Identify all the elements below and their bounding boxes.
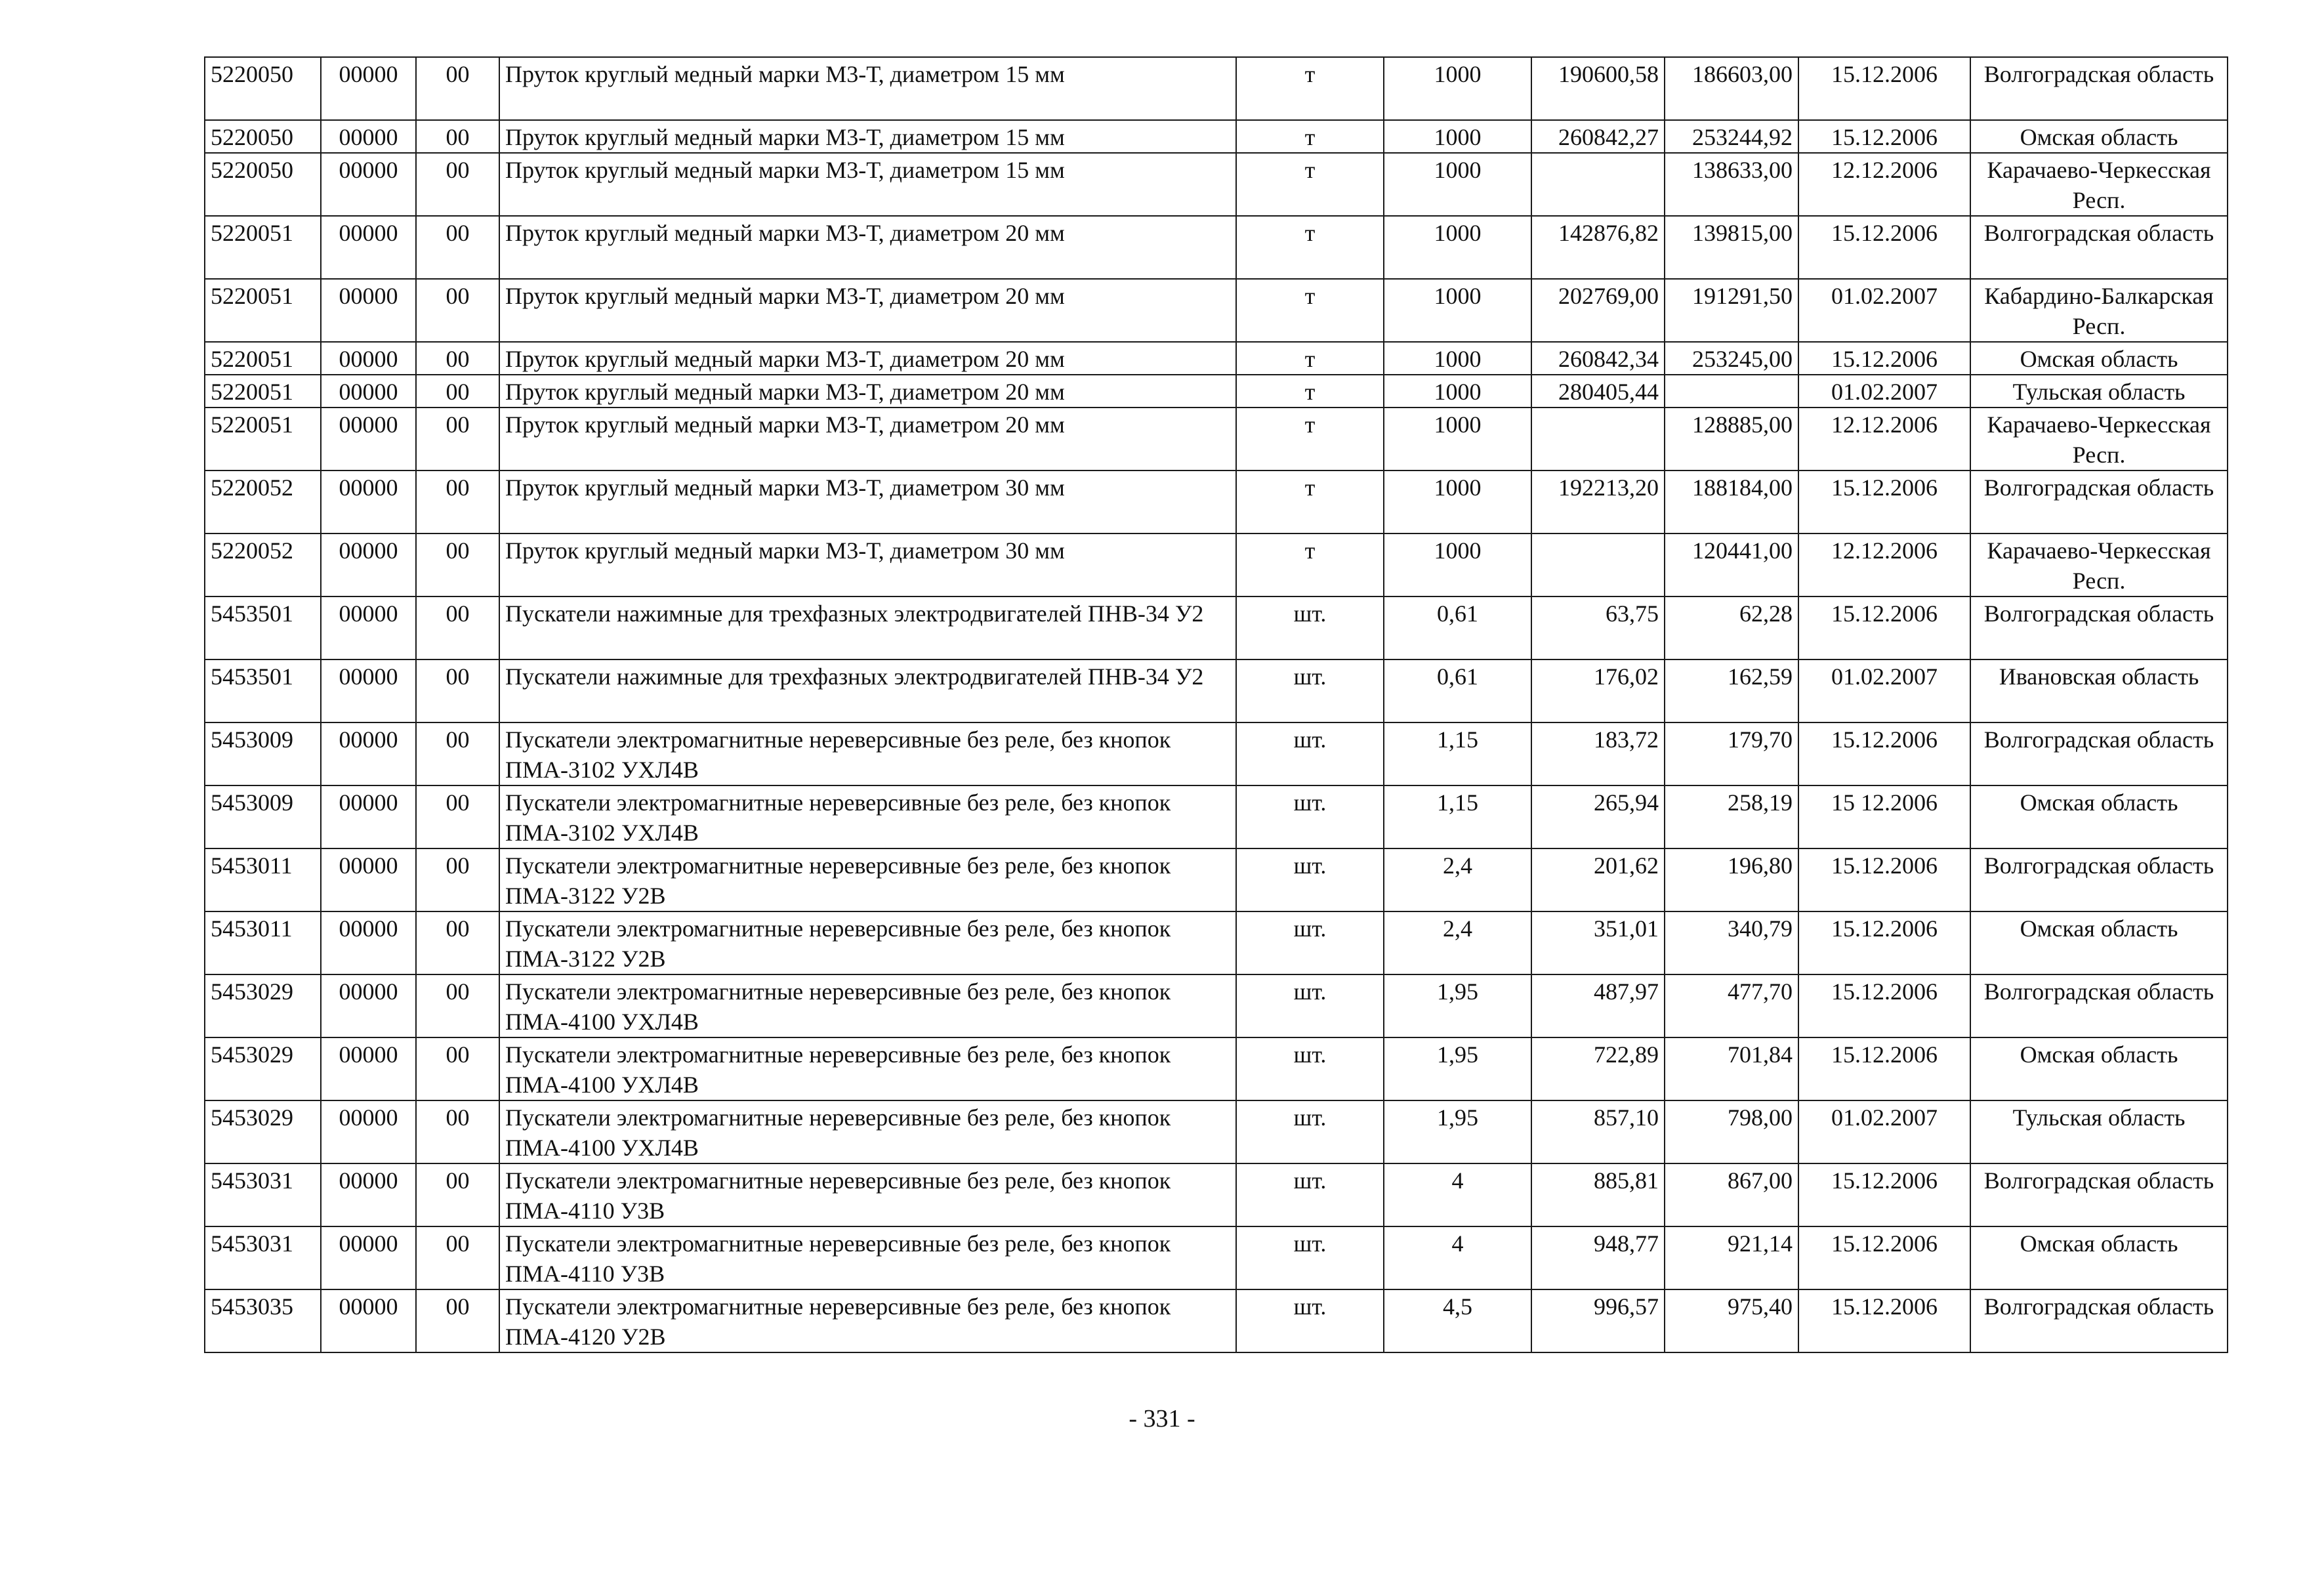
table-row — [205, 1037, 2228, 1100]
product-code-cell: 5453029 — [205, 1037, 321, 1100]
quantity-cell: 1,95 — [1384, 1100, 1531, 1163]
unit-cell: т — [1236, 375, 1384, 408]
group-code-cell: 00 — [416, 57, 499, 120]
group-code-cell: 00 — [416, 1163, 499, 1226]
price-without-vat-cell: 196,80 — [1665, 848, 1798, 911]
table-row — [205, 911, 2228, 974]
quantity-cell: 1000 — [1384, 342, 1531, 375]
price-with-vat-cell: 857,10 — [1531, 1100, 1665, 1163]
product-code-cell: 5220050 — [205, 153, 321, 216]
quantity-cell: 1000 — [1384, 533, 1531, 596]
product-name-cell: Пруток круглый медный марки М3-Т, диаметром 15 мм — [499, 57, 1236, 120]
unit-cell: т — [1236, 120, 1384, 153]
subcode-cell: 00000 — [321, 153, 416, 216]
price-without-vat-cell: 477,70 — [1665, 974, 1798, 1037]
price-without-vat-cell: 921,14 — [1665, 1226, 1798, 1289]
region-cell: Карачаево-Черкесская Респ. — [1970, 533, 2228, 596]
product-code-cell: 5453029 — [205, 974, 321, 1037]
subcode-cell: 00000 — [321, 911, 416, 974]
price-without-vat-cell: 188184,00 — [1665, 471, 1798, 533]
date-cell: 12.12.2006 — [1798, 533, 1970, 596]
table-row — [205, 848, 2228, 911]
product-code-cell: 5220051 — [205, 216, 321, 279]
product-name-cell: Пускатели электромагнитные нереверсивные без реле, без кнопок ПМА-4100 УХЛ4В — [499, 974, 1236, 1037]
price-without-vat-cell: 867,00 — [1665, 1163, 1798, 1226]
product-code-cell: 5453009 — [205, 785, 321, 848]
date-cell: 15.12.2006 — [1798, 911, 1970, 974]
subcode-cell: 00000 — [321, 279, 416, 342]
subcode-cell: 00000 — [321, 848, 416, 911]
region-cell: Волгоградская область — [1970, 1289, 2228, 1352]
unit-cell: шт. — [1236, 848, 1384, 911]
product-name-cell: Пруток круглый медный марки М3-Т, диаметром 15 мм — [499, 120, 1236, 153]
unit-cell: шт. — [1236, 596, 1384, 659]
quantity-cell: 1000 — [1384, 57, 1531, 120]
table-row — [205, 659, 2228, 722]
table-row — [205, 1226, 2228, 1289]
unit-cell: т — [1236, 57, 1384, 120]
group-code-cell: 00 — [416, 974, 499, 1037]
group-code-cell: 00 — [416, 659, 499, 722]
price-without-vat-cell: 186603,00 — [1665, 57, 1798, 120]
price-without-vat-cell: 191291,50 — [1665, 279, 1798, 342]
group-code-cell: 00 — [416, 153, 499, 216]
date-cell: 15.12.2006 — [1798, 1163, 1970, 1226]
subcode-cell: 00000 — [321, 1037, 416, 1100]
product-name-cell: Пускатели электромагнитные нереверсивные без реле, без кнопок ПМА-4120 У2В — [499, 1289, 1236, 1352]
subcode-cell: 00000 — [321, 596, 416, 659]
price-with-vat-cell — [1531, 153, 1665, 216]
date-cell: 01.02.2007 — [1798, 1100, 1970, 1163]
product-code-cell: 5220050 — [205, 120, 321, 153]
unit-cell: т — [1236, 471, 1384, 533]
product-code-cell: 5453035 — [205, 1289, 321, 1352]
table-row — [205, 342, 2228, 375]
price-with-vat-cell: 351,01 — [1531, 911, 1665, 974]
region-cell: Волгоградская область — [1970, 216, 2228, 279]
quantity-cell: 1,15 — [1384, 785, 1531, 848]
price-without-vat-cell: 179,70 — [1665, 722, 1798, 785]
price-without-vat-cell: 120441,00 — [1665, 533, 1798, 596]
unit-cell: шт. — [1236, 785, 1384, 848]
group-code-cell: 00 — [416, 1037, 499, 1100]
product-name-cell: Пруток круглый медный марки М3-Т, диаметром 15 мм — [499, 153, 1236, 216]
date-cell: 15.12.2006 — [1798, 596, 1970, 659]
group-code-cell: 00 — [416, 848, 499, 911]
price-with-vat-cell: 63,75 — [1531, 596, 1665, 659]
date-cell: 15.12.2006 — [1798, 1037, 1970, 1100]
subcode-cell: 00000 — [321, 1100, 416, 1163]
product-code-cell: 5453011 — [205, 911, 321, 974]
date-cell: 12.12.2006 — [1798, 408, 1970, 471]
unit-cell: т — [1236, 216, 1384, 279]
price-without-vat-cell: 701,84 — [1665, 1037, 1798, 1100]
product-code-cell: 5220052 — [205, 533, 321, 596]
price-with-vat-cell: 183,72 — [1531, 722, 1665, 785]
product-code-cell: 5220052 — [205, 471, 321, 533]
region-cell: Омская область — [1970, 1226, 2228, 1289]
region-cell: Тульская область — [1970, 1100, 2228, 1163]
quantity-cell: 1000 — [1384, 120, 1531, 153]
table-row — [205, 120, 2228, 153]
region-cell: Волгоградская область — [1970, 974, 2228, 1037]
date-cell: 01.02.2007 — [1798, 375, 1970, 408]
product-name-cell: Пускатели электромагнитные нереверсивные без реле, без кнопок ПМА-4100 УХЛ4В — [499, 1037, 1236, 1100]
group-code-cell: 00 — [416, 533, 499, 596]
product-code-cell: 5220050 — [205, 57, 321, 120]
unit-cell: шт. — [1236, 1289, 1384, 1352]
unit-cell: шт. — [1236, 659, 1384, 722]
product-name-cell: Пускатели электромагнитные нереверсивные без реле, без кнопок ПМА-3102 УХЛ4В — [499, 785, 1236, 848]
date-cell: 12.12.2006 — [1798, 153, 1970, 216]
subcode-cell: 00000 — [321, 375, 416, 408]
date-cell: 15.12.2006 — [1798, 848, 1970, 911]
product-name-cell: Пускатели электромагнитные нереверсивные без реле, без кнопок ПМА-4100 УХЛ4В — [499, 1100, 1236, 1163]
group-code-cell: 00 — [416, 596, 499, 659]
unit-cell: т — [1236, 533, 1384, 596]
product-name-cell: Пруток круглый медный марки М3-Т, диаметром 20 мм — [499, 375, 1236, 408]
table-row — [205, 375, 2228, 408]
product-code-cell: 5220051 — [205, 279, 321, 342]
table-row — [205, 1289, 2228, 1352]
date-cell: 15.12.2006 — [1798, 120, 1970, 153]
table-row — [205, 1163, 2228, 1226]
table-row — [205, 57, 2228, 120]
unit-cell: шт. — [1236, 722, 1384, 785]
date-cell: 15.12.2006 — [1798, 57, 1970, 120]
region-cell: Омская область — [1970, 911, 2228, 974]
price-with-vat-cell: 201,62 — [1531, 848, 1665, 911]
quantity-cell: 1,95 — [1384, 974, 1531, 1037]
table-row — [205, 785, 2228, 848]
region-cell: Кабардино-Балкарская Респ. — [1970, 279, 2228, 342]
group-code-cell: 00 — [416, 1100, 499, 1163]
unit-cell: т — [1236, 408, 1384, 471]
product-code-cell: 5220051 — [205, 408, 321, 471]
unit-cell: т — [1236, 279, 1384, 342]
quantity-cell: 1000 — [1384, 471, 1531, 533]
price-with-vat-cell: 280405,44 — [1531, 375, 1665, 408]
group-code-cell: 00 — [416, 216, 499, 279]
region-cell: Омская область — [1970, 1037, 2228, 1100]
price-with-vat-cell — [1531, 408, 1665, 471]
page-number: - 331 - — [1129, 1405, 1195, 1433]
product-name-cell: Пускатели электромагнитные нереверсивные без реле, без кнопок ПМА-4110 У3В — [499, 1163, 1236, 1226]
subcode-cell: 00000 — [321, 216, 416, 279]
unit-cell: т — [1236, 342, 1384, 375]
price-with-vat-cell: 176,02 — [1531, 659, 1665, 722]
price-with-vat-cell — [1531, 533, 1665, 596]
price-with-vat-cell: 190600,58 — [1531, 57, 1665, 120]
quantity-cell: 1000 — [1384, 375, 1531, 408]
subcode-cell: 00000 — [321, 722, 416, 785]
product-code-cell: 5220051 — [205, 375, 321, 408]
quantity-cell: 4 — [1384, 1163, 1531, 1226]
quantity-cell: 1000 — [1384, 408, 1531, 471]
price-with-vat-cell: 260842,27 — [1531, 120, 1665, 153]
price-without-vat-cell: 138633,00 — [1665, 153, 1798, 216]
quantity-cell: 0,61 — [1384, 659, 1531, 722]
product-name-cell: Пускатели нажимные для трехфазных электродвигателей ПНВ-34 У2 — [499, 659, 1236, 722]
unit-cell: шт. — [1236, 1100, 1384, 1163]
product-code-cell: 5453009 — [205, 722, 321, 785]
region-cell: Волгоградская область — [1970, 848, 2228, 911]
price-with-vat-cell: 722,89 — [1531, 1037, 1665, 1100]
group-code-cell: 00 — [416, 471, 499, 533]
table-row — [205, 153, 2228, 216]
date-cell: 15.12.2006 — [1798, 471, 1970, 533]
product-name-cell: Пускатели электромагнитные нереверсивные без реле, без кнопок ПМА-3122 У2В — [499, 911, 1236, 974]
product-name-cell: Пруток круглый медный марки М3-Т, диаметром 20 мм — [499, 216, 1236, 279]
subcode-cell: 00000 — [321, 408, 416, 471]
product-name-cell: Пускатели электромагнитные нереверсивные без реле, без кнопок ПМА-3122 У2В — [499, 848, 1236, 911]
product-name-cell: Пускатели нажимные для трехфазных электродвигателей ПНВ-34 У2 — [499, 596, 1236, 659]
unit-cell: т — [1236, 153, 1384, 216]
quantity-cell: 1000 — [1384, 279, 1531, 342]
subcode-cell: 00000 — [321, 974, 416, 1037]
price-with-vat-cell: 265,94 — [1531, 785, 1665, 848]
date-cell: 15.12.2006 — [1798, 1226, 1970, 1289]
unit-cell: шт. — [1236, 974, 1384, 1037]
group-code-cell: 00 — [416, 1226, 499, 1289]
group-code-cell: 00 — [416, 1289, 499, 1352]
date-cell: 15.12.2006 — [1798, 216, 1970, 279]
price-with-vat-cell: 948,77 — [1531, 1226, 1665, 1289]
region-cell: Омская область — [1970, 120, 2228, 153]
unit-cell: шт. — [1236, 1037, 1384, 1100]
table-row — [205, 596, 2228, 659]
quantity-cell: 2,4 — [1384, 848, 1531, 911]
table-row — [205, 722, 2228, 785]
quantity-cell: 1,15 — [1384, 722, 1531, 785]
price-with-vat-cell: 202769,00 — [1531, 279, 1665, 342]
product-code-cell: 5453501 — [205, 659, 321, 722]
price-without-vat-cell: 258,19 — [1665, 785, 1798, 848]
region-cell: Волгоградская область — [1970, 596, 2228, 659]
price-without-vat-cell: 253244,92 — [1665, 120, 1798, 153]
date-cell: 01.02.2007 — [1798, 659, 1970, 722]
unit-cell: шт. — [1236, 911, 1384, 974]
product-name-cell: Пускатели электромагнитные нереверсивные без реле, без кнопок ПМА-4110 У3В — [499, 1226, 1236, 1289]
price-without-vat-cell: 62,28 — [1665, 596, 1798, 659]
date-cell: 15.12.2006 — [1798, 1289, 1970, 1352]
group-code-cell: 00 — [416, 911, 499, 974]
table-row — [205, 408, 2228, 471]
table-row — [205, 974, 2228, 1037]
region-cell: Волгоградская область — [1970, 722, 2228, 785]
product-code-cell: 5453031 — [205, 1163, 321, 1226]
subcode-cell: 00000 — [321, 659, 416, 722]
price-without-vat-cell: 798,00 — [1665, 1100, 1798, 1163]
unit-cell: шт. — [1236, 1226, 1384, 1289]
price-table — [204, 56, 2228, 1353]
product-code-cell: 5453029 — [205, 1100, 321, 1163]
region-cell: Карачаево-Черкесская Респ. — [1970, 153, 2228, 216]
price-without-vat-cell: 139815,00 — [1665, 216, 1798, 279]
price-with-vat-cell: 260842,34 — [1531, 342, 1665, 375]
region-cell: Омская область — [1970, 785, 2228, 848]
group-code-cell: 00 — [416, 785, 499, 848]
quantity-cell: 4 — [1384, 1226, 1531, 1289]
quantity-cell: 2,4 — [1384, 911, 1531, 974]
date-cell: 01.02.2007 — [1798, 279, 1970, 342]
price-with-vat-cell: 142876,82 — [1531, 216, 1665, 279]
group-code-cell: 00 — [416, 279, 499, 342]
table-row — [205, 533, 2228, 596]
group-code-cell: 00 — [416, 120, 499, 153]
table-row — [205, 216, 2228, 279]
subcode-cell: 00000 — [321, 533, 416, 596]
product-name-cell: Пруток круглый медный марки М3-Т, диаметром 20 мм — [499, 342, 1236, 375]
quantity-cell: 0,61 — [1384, 596, 1531, 659]
subcode-cell: 00000 — [321, 342, 416, 375]
table-row — [205, 1100, 2228, 1163]
price-with-vat-cell: 487,97 — [1531, 974, 1665, 1037]
subcode-cell: 00000 — [321, 1289, 416, 1352]
group-code-cell: 00 — [416, 375, 499, 408]
region-cell: Тульская область — [1970, 375, 2228, 408]
price-without-vat-cell — [1665, 375, 1798, 408]
subcode-cell: 00000 — [321, 1163, 416, 1226]
product-code-cell: 5453011 — [205, 848, 321, 911]
price-without-vat-cell: 162,59 — [1665, 659, 1798, 722]
date-cell: 15.12.2006 — [1798, 974, 1970, 1037]
region-cell: Карачаево-Черкесская Респ. — [1970, 408, 2228, 471]
price-with-vat-cell: 192213,20 — [1531, 471, 1665, 533]
product-name-cell: Пруток круглый медный марки М3-Т, диаметром 20 мм — [499, 279, 1236, 342]
price-without-vat-cell: 340,79 — [1665, 911, 1798, 974]
group-code-cell: 00 — [416, 722, 499, 785]
subcode-cell: 00000 — [321, 57, 416, 120]
group-code-cell: 00 — [416, 342, 499, 375]
product-name-cell: Пруток круглый медный марки М3-Т, диаметром 20 мм — [499, 408, 1236, 471]
quantity-cell: 4,5 — [1384, 1289, 1531, 1352]
quantity-cell: 1,95 — [1384, 1037, 1531, 1100]
product-code-cell: 5453501 — [205, 596, 321, 659]
subcode-cell: 00000 — [321, 120, 416, 153]
region-cell: Волгоградская область — [1970, 471, 2228, 533]
quantity-cell: 1000 — [1384, 153, 1531, 216]
quantity-cell: 1000 — [1384, 216, 1531, 279]
date-cell: 15 12.2006 — [1798, 785, 1970, 848]
table-row — [205, 471, 2228, 533]
product-code-cell: 5220051 — [205, 342, 321, 375]
price-without-vat-cell: 975,40 — [1665, 1289, 1798, 1352]
region-cell: Волгоградская область — [1970, 57, 2228, 120]
product-name-cell: Пускатели электромагнитные нереверсивные без реле, без кнопок ПМА-3102 УХЛ4В — [499, 722, 1236, 785]
unit-cell: шт. — [1236, 1163, 1384, 1226]
price-without-vat-cell: 128885,00 — [1665, 408, 1798, 471]
date-cell: 15.12.2006 — [1798, 722, 1970, 785]
product-name-cell: Пруток круглый медный марки М3-Т, диаметром 30 мм — [499, 533, 1236, 596]
subcode-cell: 00000 — [321, 785, 416, 848]
product-code-cell: 5453031 — [205, 1226, 321, 1289]
subcode-cell: 00000 — [321, 471, 416, 533]
region-cell: Волгоградская область — [1970, 1163, 2228, 1226]
product-name-cell: Пруток круглый медный марки М3-Т, диаметром 30 мм — [499, 471, 1236, 533]
group-code-cell: 00 — [416, 408, 499, 471]
price-with-vat-cell: 885,81 — [1531, 1163, 1665, 1226]
date-cell: 15.12.2006 — [1798, 342, 1970, 375]
region-cell: Омская область — [1970, 342, 2228, 375]
region-cell: Ивановская область — [1970, 659, 2228, 722]
table-row — [205, 279, 2228, 342]
price-without-vat-cell: 253245,00 — [1665, 342, 1798, 375]
price-with-vat-cell: 996,57 — [1531, 1289, 1665, 1352]
subcode-cell: 00000 — [321, 1226, 416, 1289]
